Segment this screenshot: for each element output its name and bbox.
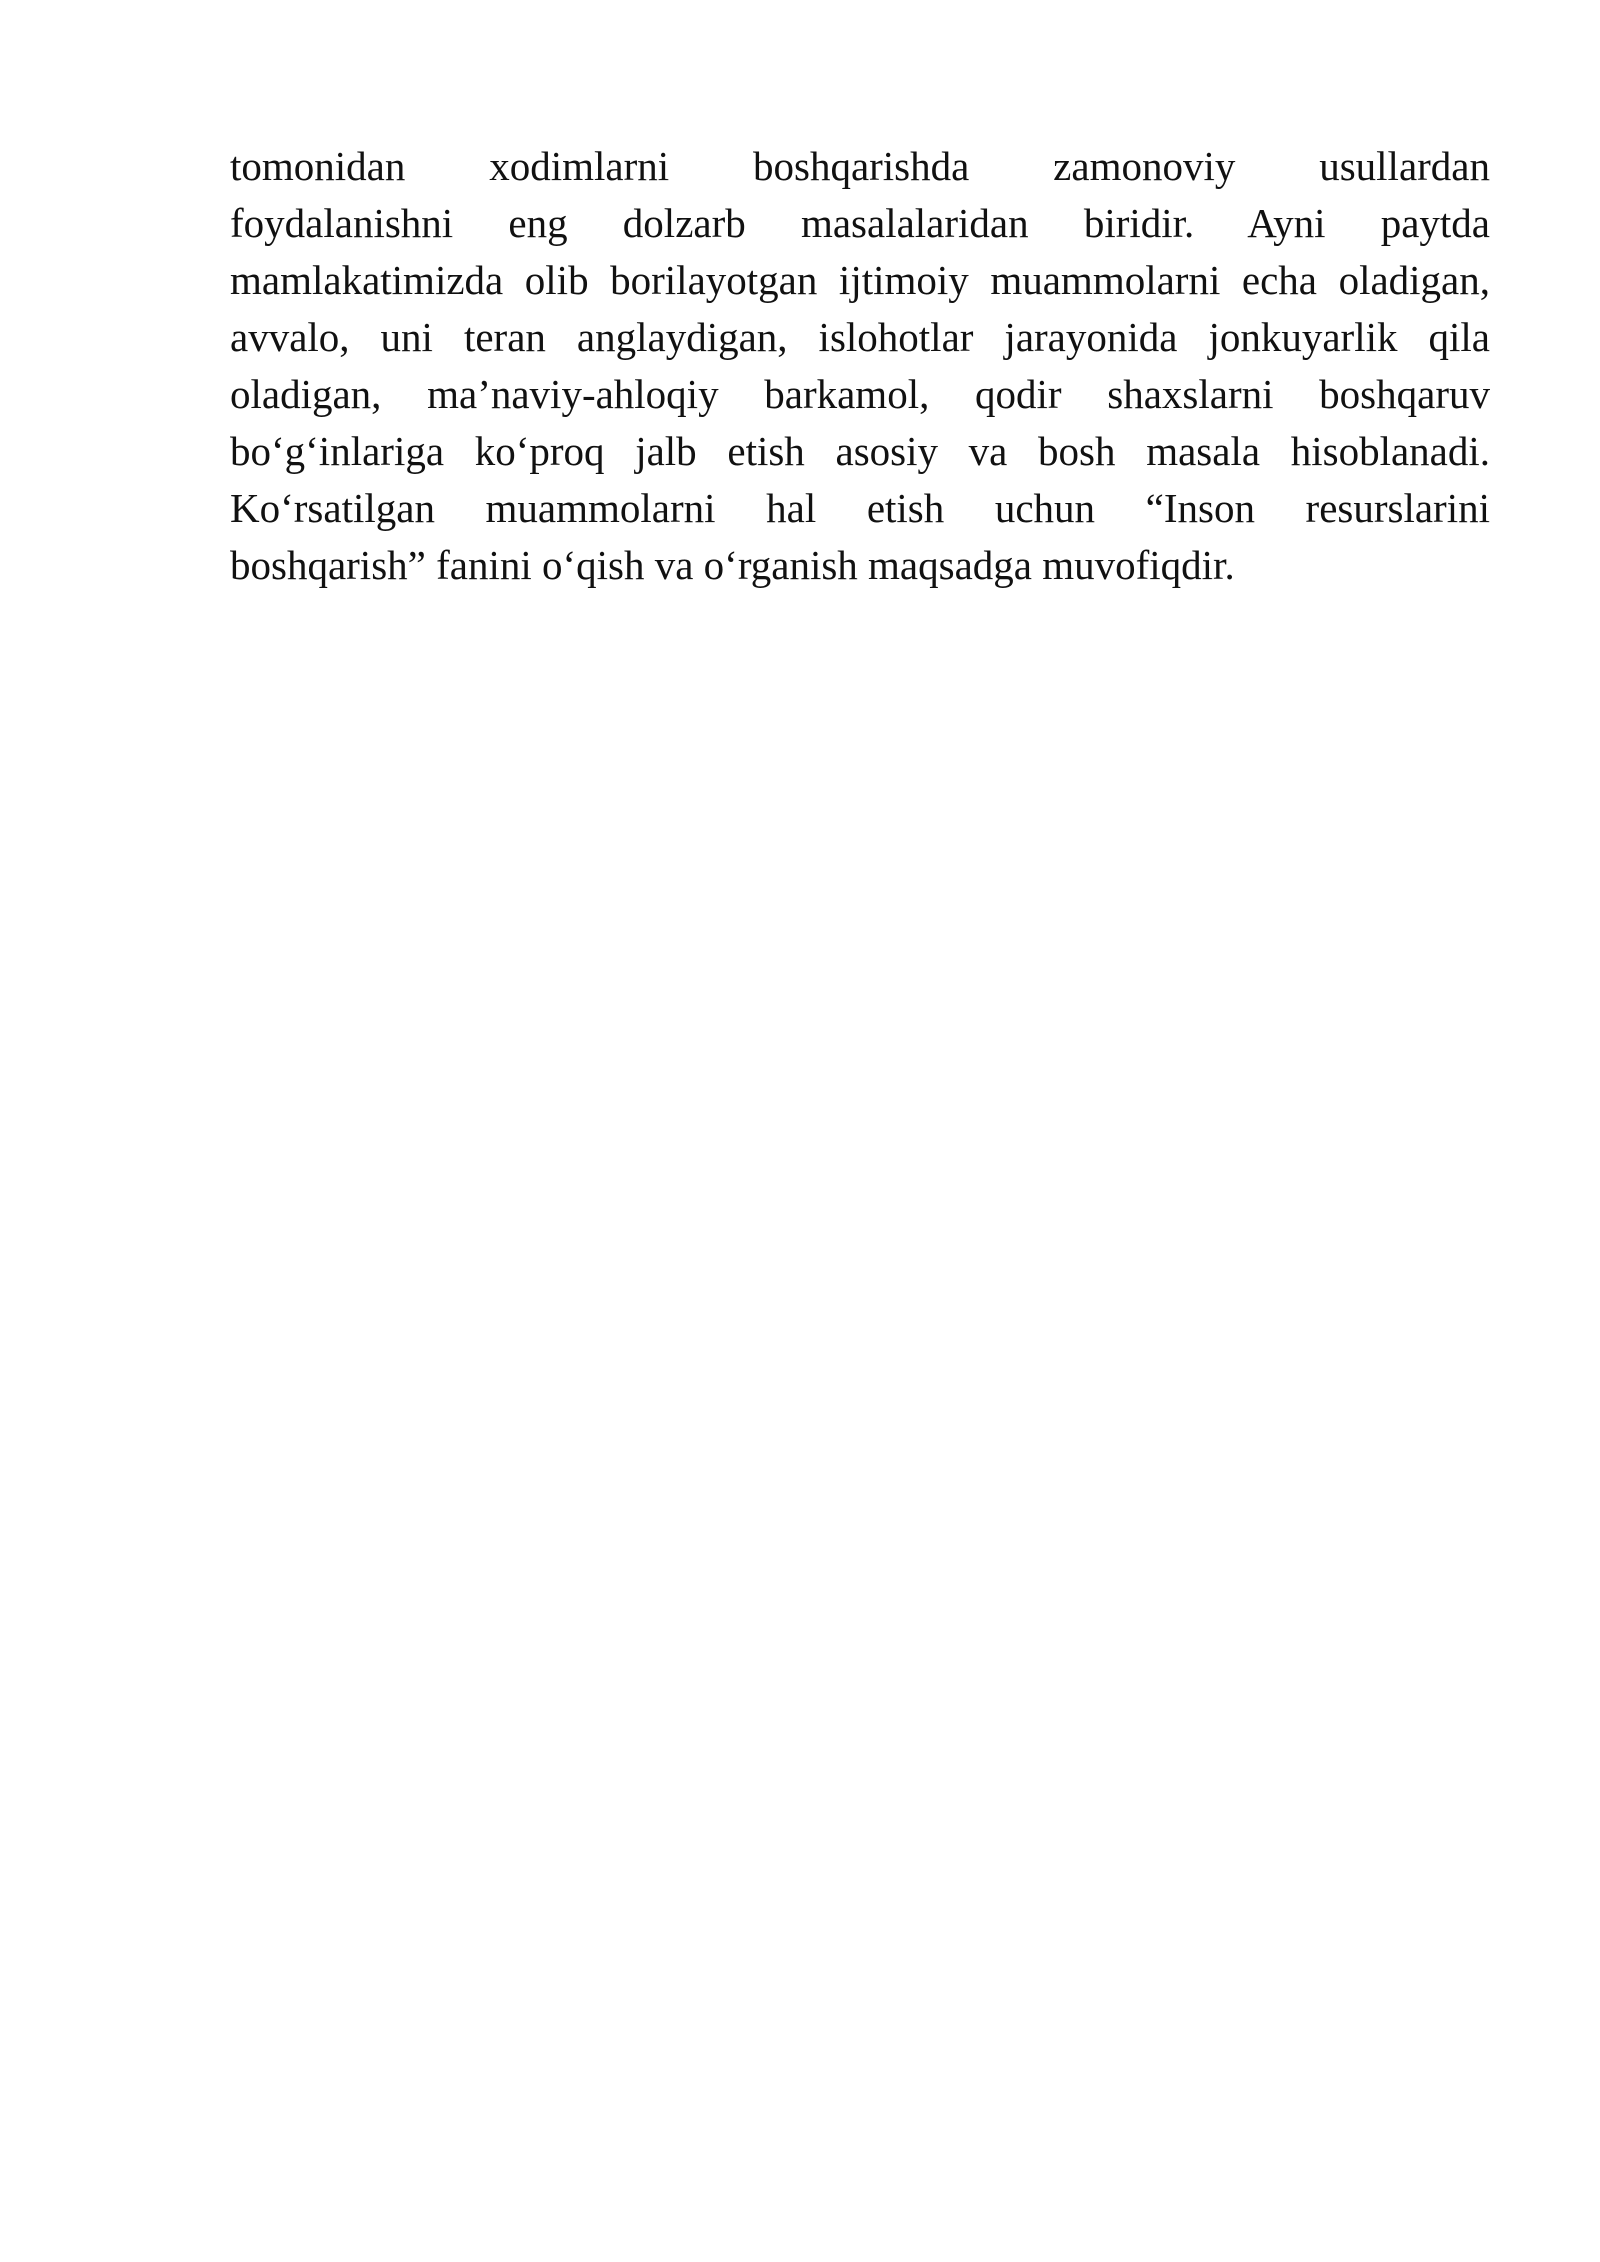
paragraph-line: foydalanishni eng dolzarb masalalaridan biridir. Ayni paytda	[230, 200, 1490, 246]
paragraph-line: avvalo, uni teran anglaydigan, islohotlar jarayonida jonkuyarlik qila	[230, 314, 1490, 360]
paragraph-line: tomonidan xodimlarni boshqarishda zamonoviy usullardan	[230, 143, 1490, 189]
paragraph-line: bo‘g‘inlariga ko‘proq jalb etish asosiy va bosh masala hisoblanadi.	[230, 428, 1490, 474]
paragraph-line: Ko‘rsatilgan muammolarni hal etish uchun “Inson resurslarini	[230, 485, 1490, 531]
paragraph-line: oladigan, ma’naviy-ahloqiy barkamol, qodir shaxslarni boshqaruv	[230, 371, 1490, 417]
paragraph-line: boshqarish” fanini o‘qish va o‘rganish maqsadga muvofiqdir.	[230, 542, 1235, 588]
body-paragraph	[230, 138, 1490, 594]
paragraph-line: mamlakatimizda olib borilayotgan ijtimoiy muammolarni echa oladigan,	[230, 257, 1490, 303]
